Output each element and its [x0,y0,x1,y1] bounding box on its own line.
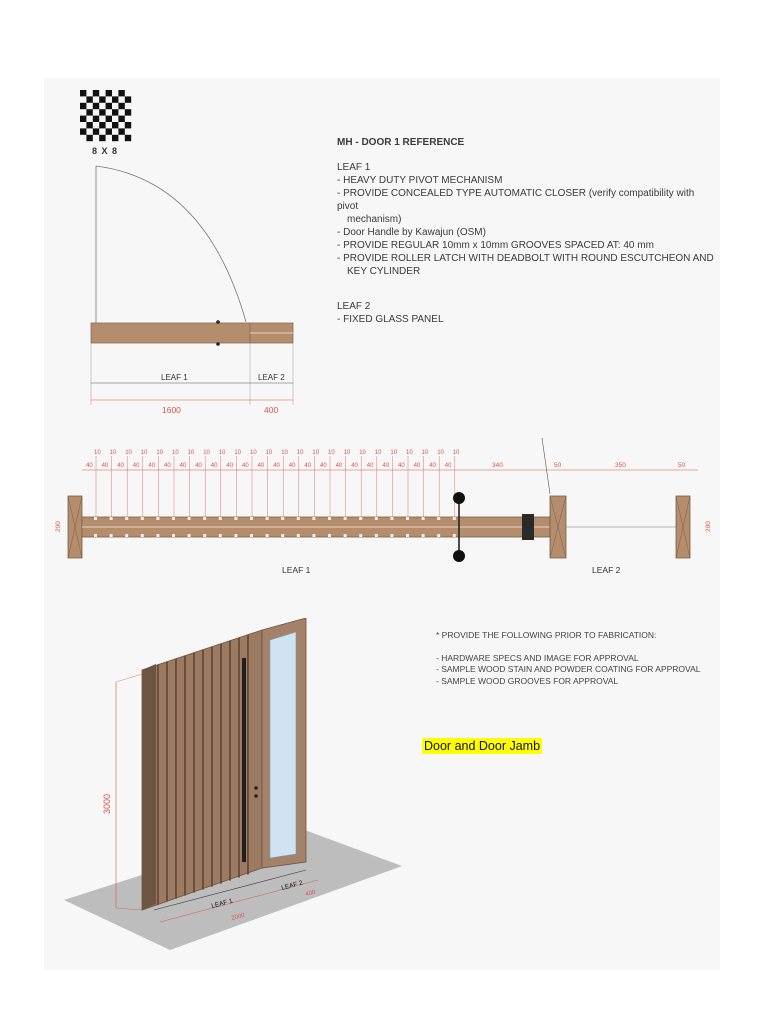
groove-notch [219,534,222,537]
checker-cell [80,116,86,122]
leaf1-item: - HEAVY DUTY PIVOT MECHANISM [337,175,503,186]
groove-width-label: 10 [109,450,117,456]
groove-notch [188,534,191,537]
plan-leaf1-label: LEAF 1 [161,373,188,382]
groove-notch [94,534,97,537]
groove-notch [156,534,159,537]
leaf1-item: KEY CYLINDER [347,266,421,277]
groove-spacing-label: 40 [335,463,343,469]
dim-340: 340 [492,462,503,469]
groove-width-label: 10 [156,450,164,456]
iso-height-dim: 3000 [102,793,112,814]
groove-notch [344,517,347,520]
checker-cell [93,116,99,122]
groove-spacing-label: 40 [117,463,124,469]
door-isometric-view [44,618,434,970]
groove-spacing-label: 40 [257,463,265,469]
groove-notch [219,517,222,520]
leaf1-item: - PROVIDE REGULAR 10mm x 10mm GROOVES SPACED AT: 40 mm [337,240,654,251]
fabrication-notes [436,630,736,687]
groove-width-label: 10 [452,450,460,456]
pull-handle-knob [453,492,465,504]
groove-width-label: 10 [140,450,148,456]
checker-grid-icon [80,90,132,142]
groove-spacing-label: 40 [101,463,109,469]
groove-notch [312,517,315,520]
groove-spacing-label: 40 [273,463,280,469]
door-notes [337,136,717,326]
section-leaf1-label: LEAF 1 [282,565,311,575]
notes-title: MH - DOOR 1 REFERENCE [337,137,465,148]
checker-cell [106,103,112,109]
groove-notch [390,517,393,520]
checker-cell [99,109,105,115]
grid-label: 8 X 8 [92,146,119,156]
groove-notch [297,517,300,520]
groove-width-label: 10 [437,450,444,456]
swing-arc [96,166,246,322]
groove-width-label: 10 [312,450,320,456]
groove-notch [250,517,253,520]
checker-cell [125,96,131,102]
groove-notch [297,534,300,537]
leaf1-item: mechanism) [347,214,402,225]
leaf1-edge [142,664,156,910]
groove-spacing-label: 40 [242,463,249,469]
checker-cell [118,116,124,122]
groove-width-label: 10 [421,450,429,456]
groove-notch [110,517,113,520]
checker-cell [118,103,124,109]
checker-cell [125,135,131,141]
lock-dot [254,794,258,798]
checker-cell [86,135,92,141]
groove-width-label: 10 [187,450,195,456]
height-right: 200 [705,521,712,532]
groove-width-label: 10 [343,450,351,456]
checker-cell [106,116,112,122]
groove-spacing-label: 40 [304,463,312,469]
checker-cell [80,90,86,96]
checker-cell [112,96,118,102]
groove-width-label: 10 [296,450,304,456]
checker-cell [80,128,86,134]
fabrication-item: - SAMPLE WOOD GROOVES FOR APPROVAL [436,675,619,686]
checker-cell [125,122,131,128]
highlight-label: Door and Door Jamb [424,739,541,753]
fabrication-heading: * PROVIDE THE FOLLOWING PRIOR TO FABRICATION: [436,630,657,640]
dim-leaf1: 1600 [162,405,181,415]
groove-notch [156,517,159,520]
groove-width-label: 10 [406,450,413,456]
iso-leaf2-label: LEAF 2 [280,879,304,892]
groove-notch [172,517,175,520]
groove-width-label: 10 [374,450,382,456]
checker-cell [99,96,105,102]
groove-spacing-label: 40 [351,463,358,469]
groove-spacing-label: 40 [444,463,452,469]
pull-handle-iso [242,658,246,862]
leaf1-item: - PROVIDE CONCEALED TYPE AUTOMATIC CLOSER (verify compatibility with pivot [337,188,695,212]
groove-notch [266,534,269,537]
groove-notch [312,534,315,537]
groove-notch [406,534,409,537]
leaf2-item: - FIXED GLASS PANEL [337,314,444,325]
checker-cell [112,109,118,115]
groove-spacing-label: 40 [398,463,405,469]
glass-panel-iso [270,632,296,858]
groove-notch [453,517,456,520]
leaf2-title: LEAF 2 [337,301,371,312]
dim-50a: 50 [554,462,562,469]
height-left: 200 [55,521,62,532]
groove-spacing-label: 40 [413,463,421,469]
groove-spacing-label: 40 [288,463,296,469]
checker-cell [112,135,118,141]
groove-notch [281,534,284,537]
groove-notch [359,534,362,537]
iso-dim-400: 400 [304,889,317,898]
pull-handle-knob [453,550,465,562]
groove-notch [437,534,440,537]
groove-notch [141,517,144,520]
groove-notch [375,534,378,537]
groove-notch [203,534,206,537]
dim-350: 350 [615,462,626,469]
latch-icon [522,514,534,540]
checker-cell [86,109,92,115]
plan-leaf2-label: LEAF 2 [258,373,285,382]
leaf1-plan [91,323,250,343]
groove-width-label: 10 [203,450,210,456]
groove-notch [234,534,237,537]
groove-notch [125,517,128,520]
groove-notch [437,517,440,520]
checker-cell [106,128,112,134]
groove-notch [281,517,284,520]
groove-notch [188,517,191,520]
fabrication-item: - HARDWARE SPECS AND IMAGE FOR APPROVAL [436,652,639,663]
fabrication-item: - SAMPLE WOOD STAIN AND POWDER COATING FOR APPROVAL [436,664,701,674]
groove-notch [359,517,362,520]
door-section-detail [50,436,730,584]
lock-dot [254,786,258,790]
checker-cell [93,128,99,134]
checker-cell [99,135,105,141]
checker-cell [125,109,131,115]
groove-spacing-label: 40 [366,463,374,469]
iso-leaf1-label: LEAF 1 [210,897,234,910]
groove-notch [250,534,253,537]
section-leaf2-label: LEAF 2 [592,565,621,575]
groove-width-label: 10 [390,450,398,456]
groove-notch [406,517,409,520]
groove-spacing-label: 40 [179,463,187,469]
groove-notch [422,534,425,537]
groove-notch [390,534,393,537]
door-plan-view [86,160,306,422]
handle-dot [216,320,220,324]
groove-notch [125,534,128,537]
checker-cell [80,103,86,109]
groove-width-label: 10 [250,450,257,456]
groove-notch [328,534,331,537]
groove-width-label: 10 [234,450,242,456]
groove-notch [344,534,347,537]
groove-spacing-label: 40 [132,463,140,469]
groove-notch [266,517,269,520]
checker-cell [86,96,92,102]
dim-50b: 50 [678,462,686,469]
groove-notch [234,517,237,520]
checker-cell [93,103,99,109]
groove-width-label: 10 [281,450,288,456]
checker-cell [86,122,92,128]
groove-notch [110,534,113,537]
groove-spacing-label: 40 [320,463,327,469]
groove-width-label: 10 [125,450,132,456]
groove-width-label: 10 [328,450,335,456]
checker-cell [118,128,124,134]
leaf1-item: - PROVIDE ROLLER LATCH WITH DEADBOLT WITH ROUND ESCUTCHEON AND [337,253,714,264]
groove-spacing-label: 40 [226,463,234,469]
groove-notch [141,534,144,537]
groove-width-label: 10 [218,450,226,456]
leaf1-item: - Door Handle by Kawajun (OSM) [337,227,486,238]
groove-spacing-label: 40 [382,463,390,469]
checker-cell [112,122,118,128]
groove-spacing-label: 40 [86,463,93,469]
groove-notch [203,517,206,520]
checker-cell [99,122,105,128]
groove-width-label: 10 [359,450,366,456]
groove-spacing-label: 40 [429,463,436,469]
groove-spacing-label: 40 [195,463,202,469]
checker-cell [93,90,99,96]
groove-spacing-label: 40 [148,463,156,469]
groove-notch [422,517,425,520]
groove-notch [94,517,97,520]
groove-notch [375,517,378,520]
groove-width-label: 10 [265,450,273,456]
groove-width-label: 10 [172,450,179,456]
groove-notch [172,534,175,537]
groove-width-label: 10 [94,450,101,456]
dim-leaf2: 400 [264,405,279,415]
leaf1-title: LEAF 1 [337,162,371,173]
iso-dim-2000: 2000 [230,912,246,922]
checker-cell [106,90,112,96]
groove-spacing-label: 40 [164,463,171,469]
groove-notch [328,517,331,520]
groove-spacing-label: 40 [210,463,218,469]
groove-notch [453,534,456,537]
handle-dot [216,342,220,346]
checker-cell [118,90,124,96]
